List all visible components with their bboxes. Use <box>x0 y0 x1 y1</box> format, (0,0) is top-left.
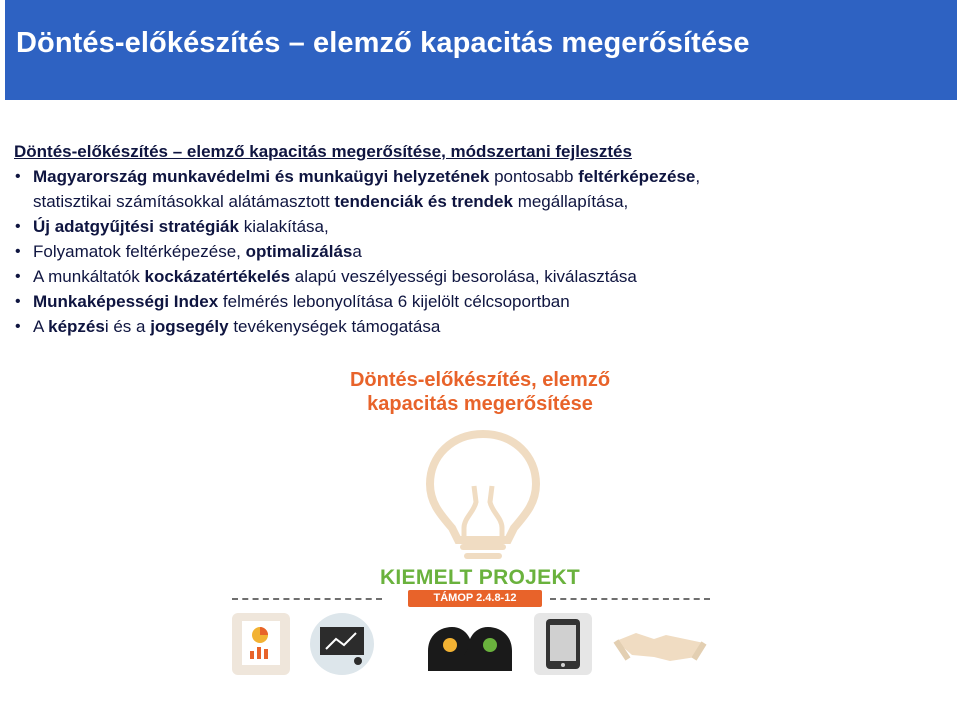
bullet-item <box>14 289 934 314</box>
subheading: Döntés-előkészítés – elemző kapacitás megerősítése, módszertani fejlesztés <box>14 142 632 161</box>
bullet-item <box>14 264 934 289</box>
bullet-text-run: statisztikai számításokkal alátámasztott <box>33 192 335 211</box>
divider-right <box>550 598 710 600</box>
project-label: KIEMELT PROJEKT <box>379 566 581 589</box>
tamop-badge: TÁMOP 2.4.8-12 <box>408 590 542 607</box>
presentation-board-icon <box>310 613 374 675</box>
bullet-text-run: tevékenységek támogatása <box>228 317 441 336</box>
bullet-item <box>14 164 934 189</box>
chart-document-icon <box>232 613 290 675</box>
bullet-text-run: Munkaképességi Index <box>33 292 219 311</box>
bullet-text-run: i és a <box>104 317 151 336</box>
bullet-text-run: optimalizálás <box>245 242 353 261</box>
bullet-text-run: kialakítása, <box>238 217 329 236</box>
bullet-item <box>14 239 934 264</box>
bullet-text-run: a <box>352 242 362 261</box>
slide-title: Döntés-előkészítés – elemző kapacitás megerősítése <box>16 27 750 59</box>
bullet-item <box>14 214 934 239</box>
bullet-text-run: pontosabb <box>489 167 579 186</box>
bullet-text-run: Magyarország munkavédelmi és munkaügyi helyzetének <box>33 167 490 186</box>
bullet-list <box>14 164 934 339</box>
bullet-text-run: felmérés lebonyolítása 6 kijelölt célcsoportban <box>218 292 570 311</box>
bullet-text-run: jogsegély <box>150 317 229 336</box>
bullet-text-run: feltérképezése <box>578 167 696 186</box>
bullet-text-run: tendenciák és trendek <box>334 192 513 211</box>
tablet-icon <box>534 613 592 675</box>
bullet-text-run: A <box>33 317 49 336</box>
project-logo <box>230 366 730 701</box>
bullet-item <box>14 314 934 339</box>
handshake-icon <box>610 613 710 675</box>
title-bar <box>5 0 957 100</box>
logo-title-line-1: Döntés-előkészítés, elemző <box>349 369 611 391</box>
bullet-text-run: képzés <box>48 317 105 336</box>
bullet-text-run: kockázatértékelés <box>144 267 291 286</box>
divider-left <box>232 598 382 600</box>
bullet-text-run: alapú veszélyességi besorolása, kiválasztása <box>290 267 637 286</box>
bullet-text-run: A munkáltatók <box>33 267 145 286</box>
bullet-text-run: megállapítása, <box>512 192 629 211</box>
logo-title-line-2: kapacitás megerősítése <box>367 393 593 415</box>
bullet-text-run: Új adatgyűjtési stratégiák <box>33 217 239 236</box>
bullet-text-run: , <box>695 167 701 186</box>
bullet-continuation <box>14 189 934 214</box>
heads-thinking-icon <box>420 613 520 675</box>
lightbulb-icon <box>420 428 546 566</box>
bullet-text-run: Folyamatok feltérképezése, <box>33 242 246 261</box>
slide-content <box>14 141 934 339</box>
